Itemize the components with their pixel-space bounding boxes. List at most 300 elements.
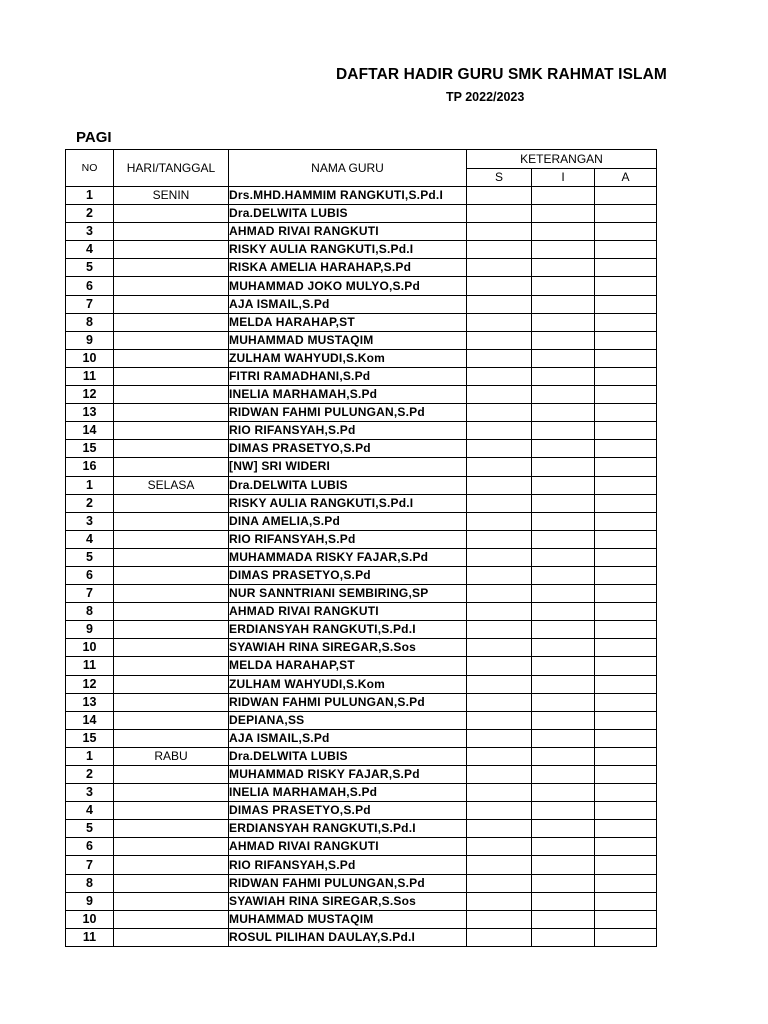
row-day <box>114 512 229 530</box>
teacher-name: RISKY AULIA RANGKUTI,S.Pd.I <box>229 241 467 259</box>
mark-i-cell[interactable] <box>532 711 595 729</box>
mark-a-cell[interactable] <box>595 566 657 584</box>
mark-i-cell[interactable] <box>532 223 595 241</box>
mark-i-cell[interactable] <box>532 729 595 747</box>
mark-s-cell[interactable] <box>467 349 532 367</box>
mark-a-cell[interactable] <box>595 548 657 566</box>
mark-s-cell[interactable] <box>467 367 532 385</box>
mark-i-cell[interactable] <box>532 331 595 349</box>
table-row <box>66 331 657 349</box>
mark-a-cell[interactable] <box>595 241 657 259</box>
row-day <box>114 440 229 458</box>
teacher-name: RIO RIFANSYAH,S.Pd <box>229 422 467 440</box>
mark-s-cell[interactable] <box>467 820 532 838</box>
teacher-name: [NW] SRI WIDERI <box>229 458 467 476</box>
mark-a-cell[interactable] <box>595 367 657 385</box>
mark-s-cell[interactable] <box>467 205 532 223</box>
header-i: I <box>532 169 595 187</box>
teacher-name: Dra.DELWITA LUBIS <box>229 205 467 223</box>
mark-s-cell[interactable] <box>467 440 532 458</box>
row-day <box>114 494 229 512</box>
mark-s-cell[interactable] <box>467 530 532 548</box>
row-number: 7 <box>66 295 114 313</box>
table-row <box>66 585 657 603</box>
row-day <box>114 367 229 385</box>
table-row <box>66 259 657 277</box>
teacher-name: Dra.DELWITA LUBIS <box>229 476 467 494</box>
mark-i-cell[interactable] <box>532 530 595 548</box>
teacher-name: DIMAS PRASETYO,S.Pd <box>229 566 467 584</box>
row-number: 16 <box>66 458 114 476</box>
header-no: NO <box>66 150 114 187</box>
row-number: 5 <box>66 548 114 566</box>
row-day <box>114 802 229 820</box>
row-day <box>114 585 229 603</box>
mark-a-cell[interactable] <box>595 603 657 621</box>
header-name: NAMA GURU <box>229 150 467 187</box>
mark-i-cell[interactable] <box>532 422 595 440</box>
mark-a-cell[interactable] <box>595 187 657 205</box>
table-row <box>66 566 657 584</box>
mark-a-cell[interactable] <box>595 259 657 277</box>
row-day: SENIN <box>114 187 229 205</box>
mark-i-cell[interactable] <box>532 802 595 820</box>
mark-s-cell[interactable] <box>467 802 532 820</box>
mark-i-cell[interactable] <box>532 693 595 711</box>
mark-s-cell[interactable] <box>467 566 532 584</box>
mark-i-cell[interactable] <box>532 187 595 205</box>
teacher-name: RIDWAN FAHMI PULUNGAN,S.Pd <box>229 874 467 892</box>
teacher-name: DINA AMELIA,S.Pd <box>229 512 467 530</box>
mark-i-cell[interactable] <box>532 313 595 331</box>
mark-a-cell[interactable] <box>595 223 657 241</box>
table-row <box>66 548 657 566</box>
mark-a-cell[interactable] <box>595 440 657 458</box>
row-day <box>114 910 229 928</box>
table-row <box>66 747 657 765</box>
mark-s-cell[interactable] <box>467 693 532 711</box>
table-row <box>66 693 657 711</box>
row-number: 10 <box>66 910 114 928</box>
mark-a-cell[interactable] <box>595 729 657 747</box>
row-number: 12 <box>66 675 114 693</box>
mark-s-cell[interactable] <box>467 458 532 476</box>
mark-i-cell[interactable] <box>532 928 595 946</box>
row-number: 15 <box>66 729 114 747</box>
teacher-name: DIMAS PRASETYO,S.Pd <box>229 802 467 820</box>
mark-a-cell[interactable] <box>595 784 657 802</box>
row-day <box>114 766 229 784</box>
table-row <box>66 277 657 295</box>
row-day <box>114 223 229 241</box>
teacher-name: MUHAMMADA RISKY FAJAR,S.Pd <box>229 548 467 566</box>
mark-i-cell[interactable] <box>532 856 595 874</box>
row-day <box>114 729 229 747</box>
row-day <box>114 784 229 802</box>
mark-a-cell[interactable] <box>595 422 657 440</box>
row-day <box>114 530 229 548</box>
teacher-name: MUHAMMAD JOKO MULYO,S.Pd <box>229 277 467 295</box>
table-row <box>66 838 657 856</box>
table-row <box>66 367 657 385</box>
teacher-name: RIDWAN FAHMI PULUNGAN,S.Pd <box>229 404 467 422</box>
row-number: 2 <box>66 766 114 784</box>
teacher-name: RIO RIFANSYAH,S.Pd <box>229 530 467 548</box>
teacher-name: MUHAMMAD MUSTAQIM <box>229 331 467 349</box>
mark-i-cell[interactable] <box>532 747 595 765</box>
row-number: 8 <box>66 603 114 621</box>
mark-i-cell[interactable] <box>532 476 595 494</box>
row-day <box>114 874 229 892</box>
row-day: SELASA <box>114 476 229 494</box>
mark-i-cell[interactable] <box>532 621 595 639</box>
table-row <box>66 910 657 928</box>
attendance-rows <box>66 187 657 947</box>
mark-a-cell[interactable] <box>595 747 657 765</box>
row-day <box>114 711 229 729</box>
teacher-name: ZULHAM WAHYUDI,S.Kom <box>229 675 467 693</box>
table-row <box>66 187 657 205</box>
row-number: 6 <box>66 277 114 295</box>
mark-i-cell[interactable] <box>532 440 595 458</box>
row-number: 4 <box>66 241 114 259</box>
row-number: 15 <box>66 440 114 458</box>
row-number: 5 <box>66 259 114 277</box>
mark-a-cell[interactable] <box>595 512 657 530</box>
row-number: 3 <box>66 223 114 241</box>
mark-s-cell[interactable] <box>467 711 532 729</box>
teacher-name: MUHAMMAD MUSTAQIM <box>229 910 467 928</box>
row-number: 4 <box>66 530 114 548</box>
table-row <box>66 295 657 313</box>
mark-a-cell[interactable] <box>595 856 657 874</box>
table-row <box>66 458 657 476</box>
mark-a-cell[interactable] <box>595 639 657 657</box>
table-row <box>66 621 657 639</box>
row-day <box>114 313 229 331</box>
mark-a-cell[interactable] <box>595 675 657 693</box>
table-row <box>66 530 657 548</box>
mark-i-cell[interactable] <box>532 874 595 892</box>
teacher-name: AHMAD RIVAI RANGKUTI <box>229 223 467 241</box>
mark-s-cell[interactable] <box>467 241 532 259</box>
row-number: 9 <box>66 331 114 349</box>
row-number: 10 <box>66 349 114 367</box>
row-day <box>114 241 229 259</box>
teacher-name: RISKA AMELIA HARAHAP,S.Pd <box>229 259 467 277</box>
teacher-name: Drs.MHD.HAMMIM RANGKUTI,S.Pd.I <box>229 187 467 205</box>
row-day: RABU <box>114 747 229 765</box>
mark-i-cell[interactable] <box>532 603 595 621</box>
row-number: 8 <box>66 874 114 892</box>
mark-i-cell[interactable] <box>532 367 595 385</box>
mark-s-cell[interactable] <box>467 892 532 910</box>
row-number: 10 <box>66 639 114 657</box>
mark-s-cell[interactable] <box>467 585 532 603</box>
document-title: DAFTAR HADIR GURU SMK RAHMAT ISLAM <box>336 66 667 83</box>
table-row <box>66 892 657 910</box>
mark-i-cell[interactable] <box>532 404 595 422</box>
mark-a-cell[interactable] <box>595 404 657 422</box>
mark-a-cell[interactable] <box>595 313 657 331</box>
table-row <box>66 639 657 657</box>
mark-s-cell[interactable] <box>467 874 532 892</box>
teacher-name: AJA ISMAIL,S.Pd <box>229 729 467 747</box>
row-number: 14 <box>66 422 114 440</box>
mark-a-cell[interactable] <box>595 892 657 910</box>
mark-a-cell[interactable] <box>595 621 657 639</box>
mark-i-cell[interactable] <box>532 277 595 295</box>
mark-s-cell[interactable] <box>467 657 532 675</box>
row-day <box>114 693 229 711</box>
teacher-name: Dra.DELWITA LUBIS <box>229 747 467 765</box>
mark-i-cell[interactable] <box>532 295 595 313</box>
mark-s-cell[interactable] <box>467 259 532 277</box>
mark-i-cell[interactable] <box>532 820 595 838</box>
teacher-name: ZULHAM WAHYUDI,S.Kom <box>229 349 467 367</box>
row-number: 7 <box>66 585 114 603</box>
mark-s-cell[interactable] <box>467 187 532 205</box>
teacher-name: MELDA HARAHAP,ST <box>229 657 467 675</box>
mark-a-cell[interactable] <box>595 349 657 367</box>
mark-a-cell[interactable] <box>595 766 657 784</box>
mark-a-cell[interactable] <box>595 802 657 820</box>
mark-a-cell[interactable] <box>595 657 657 675</box>
teacher-name: SYAWIAH RINA SIREGAR,S.Sos <box>229 892 467 910</box>
mark-a-cell[interactable] <box>595 874 657 892</box>
row-day <box>114 422 229 440</box>
table-row <box>66 349 657 367</box>
mark-i-cell[interactable] <box>532 548 595 566</box>
row-day <box>114 349 229 367</box>
table-row <box>66 223 657 241</box>
mark-s-cell[interactable] <box>467 639 532 657</box>
mark-i-cell[interactable] <box>532 512 595 530</box>
table-row <box>66 494 657 512</box>
mark-s-cell[interactable] <box>467 223 532 241</box>
table-row <box>66 766 657 784</box>
table-row <box>66 928 657 946</box>
mark-s-cell[interactable] <box>467 621 532 639</box>
row-number: 11 <box>66 657 114 675</box>
mark-s-cell[interactable] <box>467 331 532 349</box>
row-number: 13 <box>66 404 114 422</box>
table-row <box>66 512 657 530</box>
mark-s-cell[interactable] <box>467 766 532 784</box>
mark-s-cell[interactable] <box>467 747 532 765</box>
table-row <box>66 856 657 874</box>
mark-s-cell[interactable] <box>467 910 532 928</box>
mark-i-cell[interactable] <box>532 657 595 675</box>
row-number: 6 <box>66 838 114 856</box>
mark-a-cell[interactable] <box>595 838 657 856</box>
row-number: 13 <box>66 693 114 711</box>
table-row <box>66 711 657 729</box>
row-day <box>114 331 229 349</box>
mark-i-cell[interactable] <box>532 675 595 693</box>
attendance-table <box>65 149 657 947</box>
mark-s-cell[interactable] <box>467 313 532 331</box>
row-day <box>114 205 229 223</box>
table-row <box>66 784 657 802</box>
mark-s-cell[interactable] <box>467 784 532 802</box>
row-day <box>114 458 229 476</box>
table-row <box>66 675 657 693</box>
row-number: 1 <box>66 747 114 765</box>
teacher-name: INELIA MARHAMAH,S.Pd <box>229 386 467 404</box>
mark-s-cell[interactable] <box>467 856 532 874</box>
header-day: HARI/TANGGAL <box>114 150 229 187</box>
table-row <box>66 820 657 838</box>
mark-s-cell[interactable] <box>467 928 532 946</box>
teacher-name: NUR SANNTRIANI SEMBIRING,SP <box>229 585 467 603</box>
teacher-name: ERDIANSYAH RANGKUTI,S.Pd.I <box>229 820 467 838</box>
row-day <box>114 675 229 693</box>
row-day <box>114 621 229 639</box>
teacher-name: SYAWIAH RINA SIREGAR,S.Sos <box>229 639 467 657</box>
table-row <box>66 386 657 404</box>
row-day <box>114 657 229 675</box>
mark-i-cell[interactable] <box>532 458 595 476</box>
mark-a-cell[interactable] <box>595 476 657 494</box>
mark-a-cell[interactable] <box>595 386 657 404</box>
mark-i-cell[interactable] <box>532 766 595 784</box>
mark-i-cell[interactable] <box>532 892 595 910</box>
row-number: 4 <box>66 802 114 820</box>
mark-a-cell[interactable] <box>595 494 657 512</box>
mark-s-cell[interactable] <box>467 548 532 566</box>
mark-i-cell[interactable] <box>532 585 595 603</box>
teacher-name: DIMAS PRASETYO,S.Pd <box>229 440 467 458</box>
mark-s-cell[interactable] <box>467 404 532 422</box>
table-row <box>66 241 657 259</box>
mark-a-cell[interactable] <box>595 458 657 476</box>
mark-a-cell[interactable] <box>595 331 657 349</box>
mark-a-cell[interactable] <box>595 693 657 711</box>
mark-i-cell[interactable] <box>532 784 595 802</box>
teacher-name: INELIA MARHAMAH,S.Pd <box>229 784 467 802</box>
table-row <box>66 476 657 494</box>
row-day <box>114 259 229 277</box>
row-number: 1 <box>66 476 114 494</box>
row-number: 1 <box>66 187 114 205</box>
header-a: A <box>595 169 657 187</box>
mark-s-cell[interactable] <box>467 295 532 313</box>
row-number: 2 <box>66 494 114 512</box>
row-number: 11 <box>66 367 114 385</box>
mark-a-cell[interactable] <box>595 205 657 223</box>
row-day <box>114 386 229 404</box>
mark-a-cell[interactable] <box>595 711 657 729</box>
session-label: PAGI <box>76 129 112 146</box>
row-number: 3 <box>66 784 114 802</box>
teacher-name: MELDA HARAHAP,ST <box>229 313 467 331</box>
mark-s-cell[interactable] <box>467 494 532 512</box>
table-row <box>66 422 657 440</box>
header-keterangan: KETERANGAN <box>467 150 657 169</box>
mark-a-cell[interactable] <box>595 530 657 548</box>
row-day <box>114 928 229 946</box>
row-number: 6 <box>66 566 114 584</box>
mark-i-cell[interactable] <box>532 639 595 657</box>
teacher-name: RISKY AULIA RANGKUTI,S.Pd.I <box>229 494 467 512</box>
row-day <box>114 892 229 910</box>
teacher-name: RIDWAN FAHMI PULUNGAN,S.Pd <box>229 693 467 711</box>
table-row <box>66 802 657 820</box>
mark-s-cell[interactable] <box>467 729 532 747</box>
document-subtitle: TP 2022/2023 <box>446 90 525 104</box>
mark-a-cell[interactable] <box>595 295 657 313</box>
row-number: 2 <box>66 205 114 223</box>
row-number: 3 <box>66 512 114 530</box>
mark-s-cell[interactable] <box>467 476 532 494</box>
mark-i-cell[interactable] <box>532 838 595 856</box>
table-row <box>66 729 657 747</box>
table-row <box>66 874 657 892</box>
teacher-name: FITRI RAMADHANI,S.Pd <box>229 367 467 385</box>
teacher-name: ERDIANSYAH RANGKUTI,S.Pd.I <box>229 621 467 639</box>
row-day <box>114 838 229 856</box>
teacher-name: AJA ISMAIL,S.Pd <box>229 295 467 313</box>
teacher-name: RIO RIFANSYAH,S.Pd <box>229 856 467 874</box>
mark-a-cell[interactable] <box>595 928 657 946</box>
mark-i-cell[interactable] <box>532 241 595 259</box>
row-day <box>114 404 229 422</box>
mark-i-cell[interactable] <box>532 205 595 223</box>
mark-a-cell[interactable] <box>595 277 657 295</box>
mark-s-cell[interactable] <box>467 277 532 295</box>
mark-i-cell[interactable] <box>532 386 595 404</box>
table-row <box>66 440 657 458</box>
mark-s-cell[interactable] <box>467 422 532 440</box>
row-number: 12 <box>66 386 114 404</box>
mark-i-cell[interactable] <box>532 566 595 584</box>
row-number: 11 <box>66 928 114 946</box>
row-number: 14 <box>66 711 114 729</box>
teacher-name: MUHAMMAD RISKY FAJAR,S.Pd <box>229 766 467 784</box>
mark-i-cell[interactable] <box>532 910 595 928</box>
row-number: 7 <box>66 856 114 874</box>
row-day <box>114 566 229 584</box>
table-row <box>66 205 657 223</box>
mark-s-cell[interactable] <box>467 838 532 856</box>
teacher-name: AHMAD RIVAI RANGKUTI <box>229 838 467 856</box>
mark-i-cell[interactable] <box>532 494 595 512</box>
mark-a-cell[interactable] <box>595 585 657 603</box>
mark-i-cell[interactable] <box>532 259 595 277</box>
mark-s-cell[interactable] <box>467 603 532 621</box>
table-row <box>66 657 657 675</box>
row-day <box>114 639 229 657</box>
mark-s-cell[interactable] <box>467 512 532 530</box>
row-number: 5 <box>66 820 114 838</box>
table-row <box>66 404 657 422</box>
row-number: 9 <box>66 621 114 639</box>
row-day <box>114 820 229 838</box>
header-s: S <box>467 169 532 187</box>
mark-a-cell[interactable] <box>595 910 657 928</box>
mark-a-cell[interactable] <box>595 820 657 838</box>
row-day <box>114 277 229 295</box>
table-row <box>66 603 657 621</box>
teacher-name: ROSUL PILIHAN DAULAY,S.Pd.I <box>229 928 467 946</box>
mark-s-cell[interactable] <box>467 675 532 693</box>
mark-s-cell[interactable] <box>467 386 532 404</box>
row-number: 9 <box>66 892 114 910</box>
row-day <box>114 603 229 621</box>
table-row <box>66 313 657 331</box>
mark-i-cell[interactable] <box>532 349 595 367</box>
